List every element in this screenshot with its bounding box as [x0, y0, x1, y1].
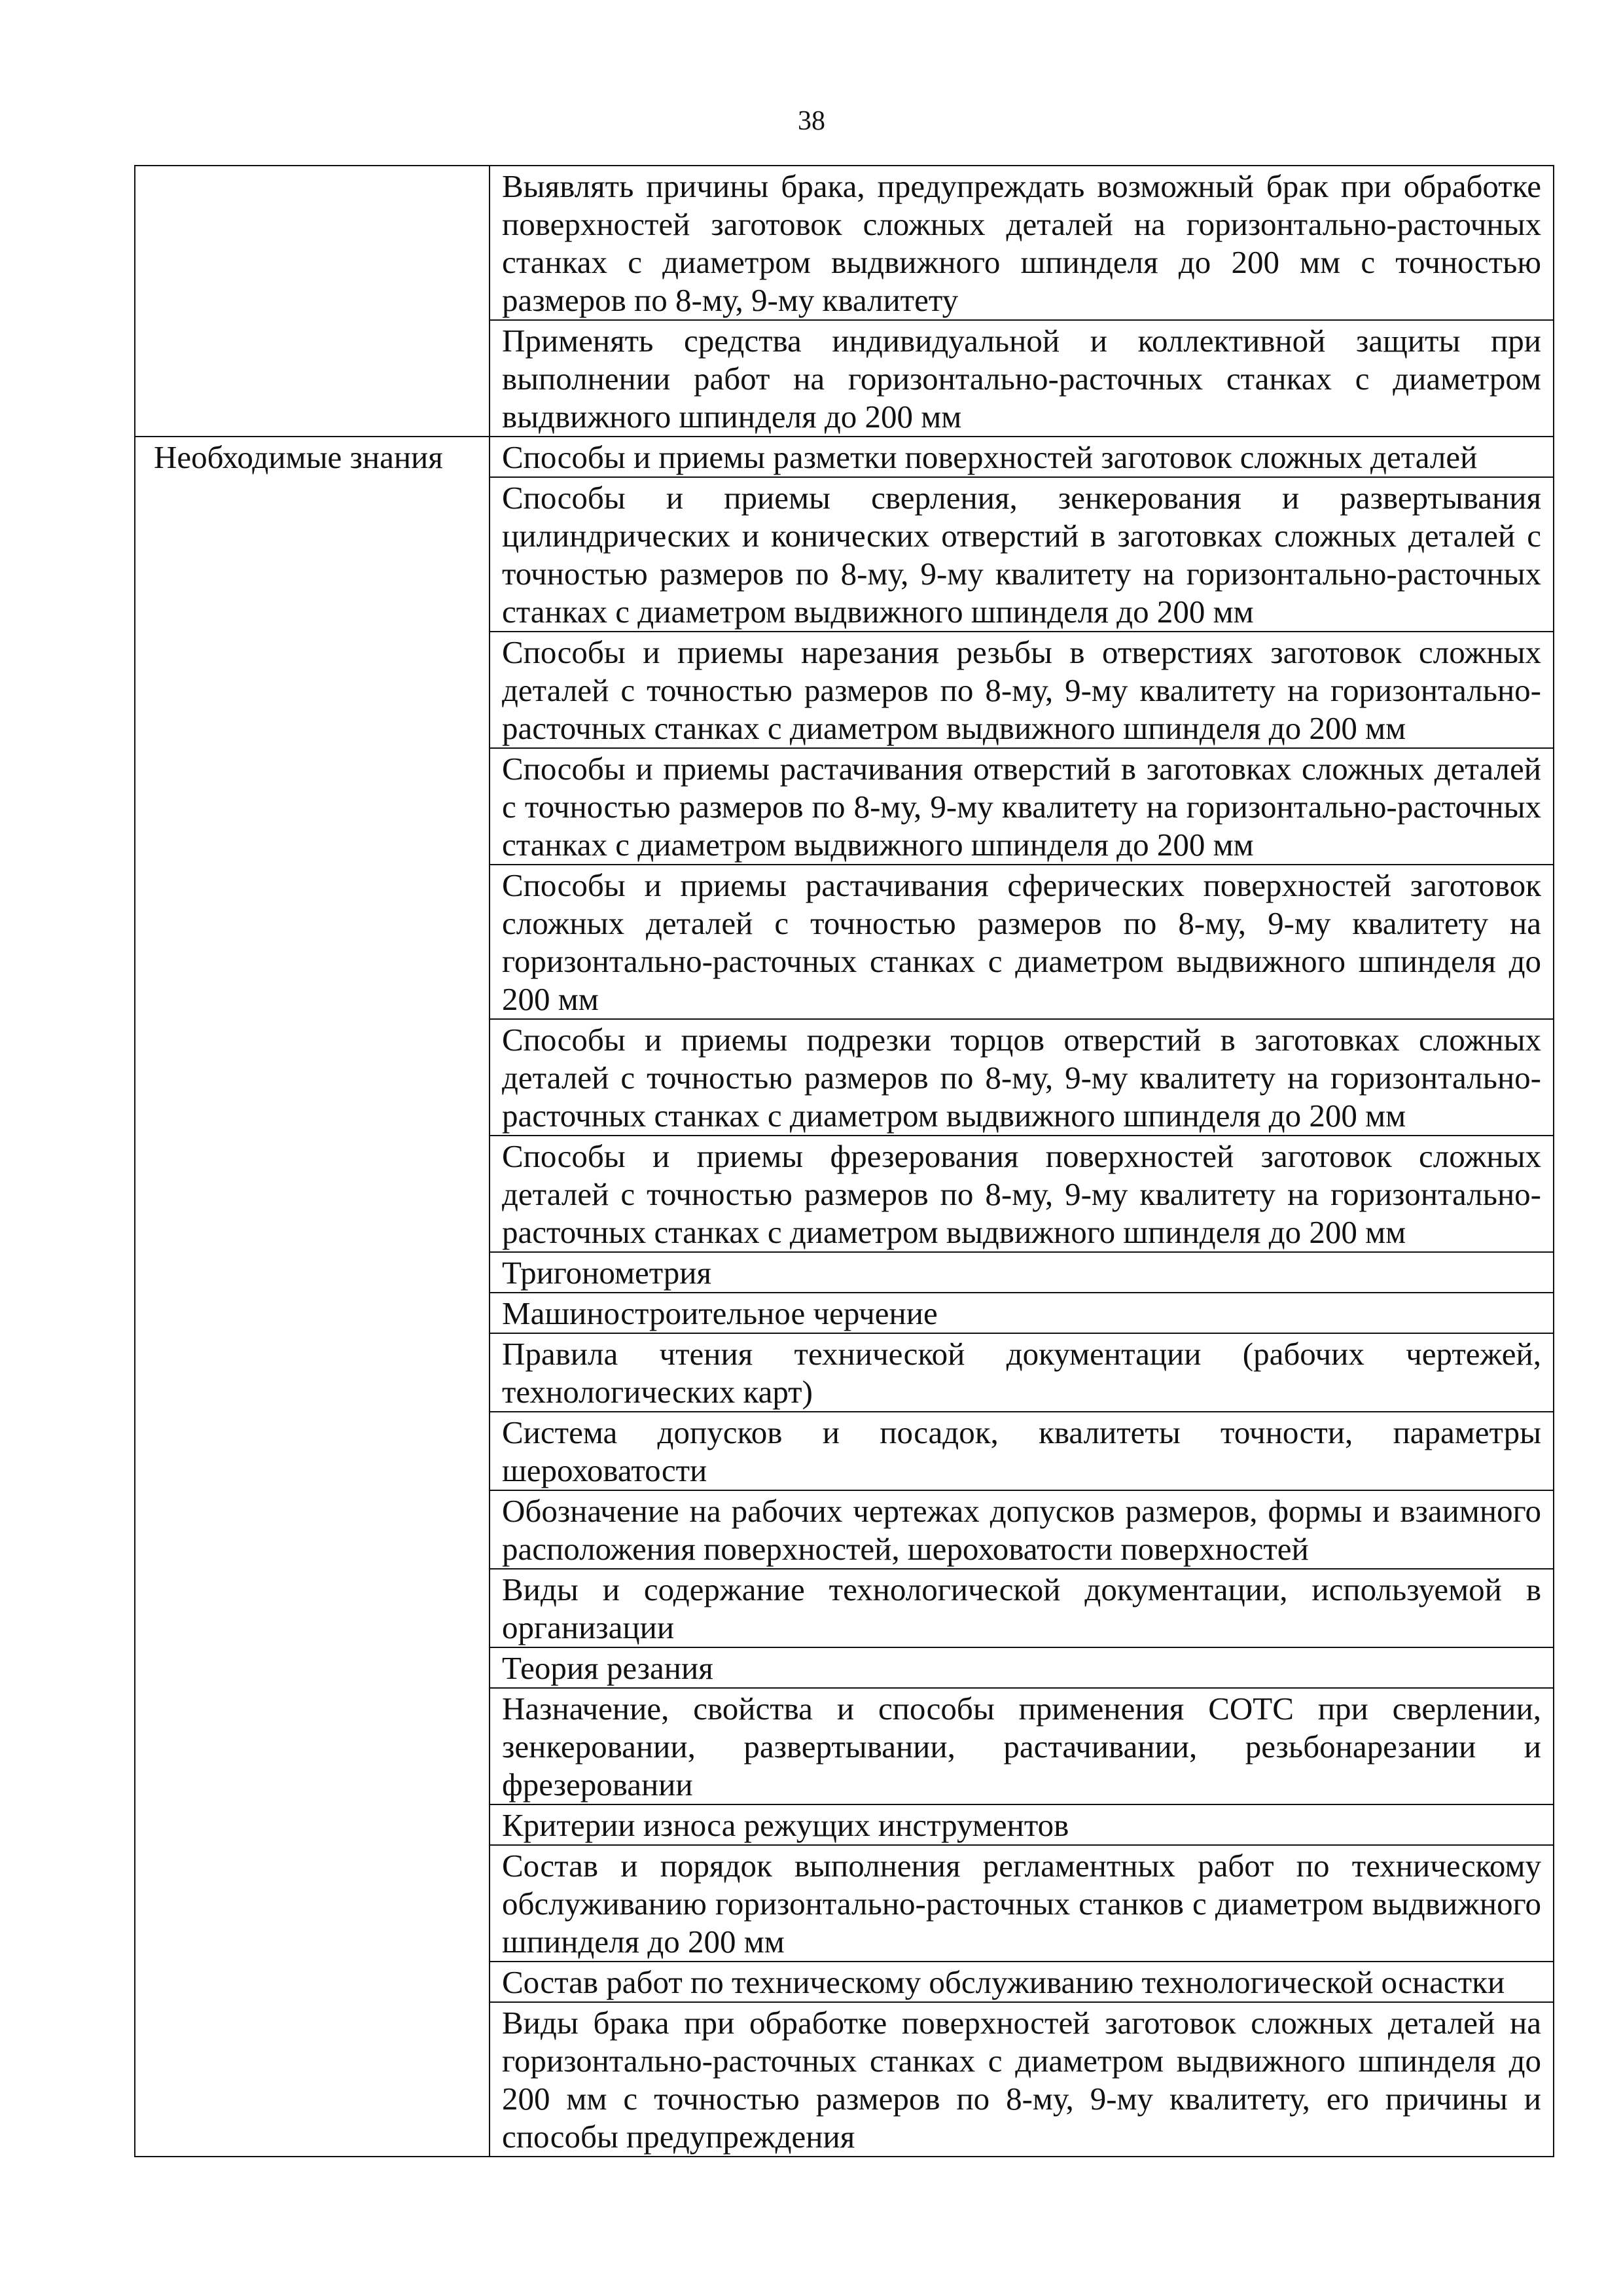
- table-cell: Способы и приемы фрезерования поверхностей заготовок сложных деталей с точностью размеров по 8-му, 9-му квалитету на горизонтально-расточных станках с диаметром выдвижного шпинделя до 200 мм: [490, 1136, 1554, 1252]
- table-cell: Виды брака при обработке поверхностей заготовок сложных деталей на горизонтально-расточных станках с диаметром выдвижного шпинделя до 200 мм с точностью размеров по 8-му, 9-му квалитету, его причины и способы предупреждения: [490, 2002, 1554, 2157]
- requirements-table: [134, 165, 1554, 2157]
- table-cell: Способы и приемы растачивания отверстий в заготовках сложных деталей с точностью размеров по 8-му, 9-му квалитету на горизонтально-расточных станках с диаметром выдвижного шпинделя до 200 мм: [490, 748, 1554, 865]
- table-cell: Способы и приемы разметки поверхностей заготовок сложных деталей: [490, 437, 1554, 477]
- table-cell: Тригонометрия: [490, 1252, 1554, 1293]
- table-cell: Критерии износа режущих инструментов: [490, 1804, 1554, 1845]
- table-cell: Выявлять причины брака, предупреждать возможный брак при обработке поверхностей заготовок сложных деталей на горизонтально-расточных станках с диаметром выдвижного шпинделя до 200 мм с точностью размеров по 8-му, 9-му квалитету: [490, 166, 1554, 320]
- table-row: [135, 166, 1554, 320]
- table-cell: Виды и содержание технологической документации, используемой в организации: [490, 1569, 1554, 1647]
- table-cell: Система допусков и посадок, квалитеты точности, параметры шероховатости: [490, 1412, 1554, 1490]
- table-cell: Назначение, свойства и способы применения СОТС при сверлении, зенкеровании, развертывании, растачивании, резьбонарезании и фрезеровании: [490, 1688, 1554, 1804]
- table-cell: Способы и приемы растачивания сферических поверхностей заготовок сложных деталей с точностью размеров по 8-му, 9-му квалитету на горизонтально-расточных станках с диаметром выдвижного шпинделя до 200 мм: [490, 865, 1554, 1019]
- continued-label-cell: [135, 166, 490, 437]
- table-cell: Состав и порядок выполнения регламентных работ по техническому обслуживанию горизонтально-расточных станков с диаметром выдвижного шпинделя до 200 мм: [490, 1845, 1554, 1962]
- table-cell: Способы и приемы нарезания резьбы в отверстиях заготовок сложных деталей с точностью размеров по 8-му, 9-му квалитету на горизонтально-расточных станках с диаметром выдвижного шпинделя до 200 мм: [490, 632, 1554, 748]
- table-cell: Машиностроительное черчение: [490, 1293, 1554, 1333]
- knowledge-label-cell: Необходимые знания: [135, 437, 490, 2157]
- table-cell: Способы и приемы сверления, зенкерования и развертывания цилиндрических и конических отверстий в заготовках сложных деталей с точностью размеров по 8-му, 9-му квалитету на горизонтально-расточных станках с диаметром выдвижного шпинделя до 200 мм: [490, 477, 1554, 632]
- table-cell: Состав работ по техническому обслуживанию технологической оснастки: [490, 1962, 1554, 2002]
- table-cell: Обозначение на рабочих чертежах допусков размеров, формы и взаимного расположения поверхностей, шероховатости поверхностей: [490, 1490, 1554, 1569]
- table-cell: Теория резания: [490, 1647, 1554, 1688]
- table-cell: Применять средства индивидуальной и коллективной защиты при выполнении работ на горизонтально-расточных станках с диаметром выдвижного шпинделя до 200 мм: [490, 320, 1554, 437]
- page-number: 38: [798, 106, 825, 136]
- table-row: [135, 437, 1554, 477]
- table-cell: Способы и приемы подрезки торцов отверстий в заготовках сложных деталей с точностью размеров по 8-му, 9-му квалитету на горизонтально-расточных станках с диаметром выдвижного шпинделя до 200 мм: [490, 1019, 1554, 1136]
- table-cell: Правила чтения технической документации (рабочих чертежей, технологических карт): [490, 1333, 1554, 1412]
